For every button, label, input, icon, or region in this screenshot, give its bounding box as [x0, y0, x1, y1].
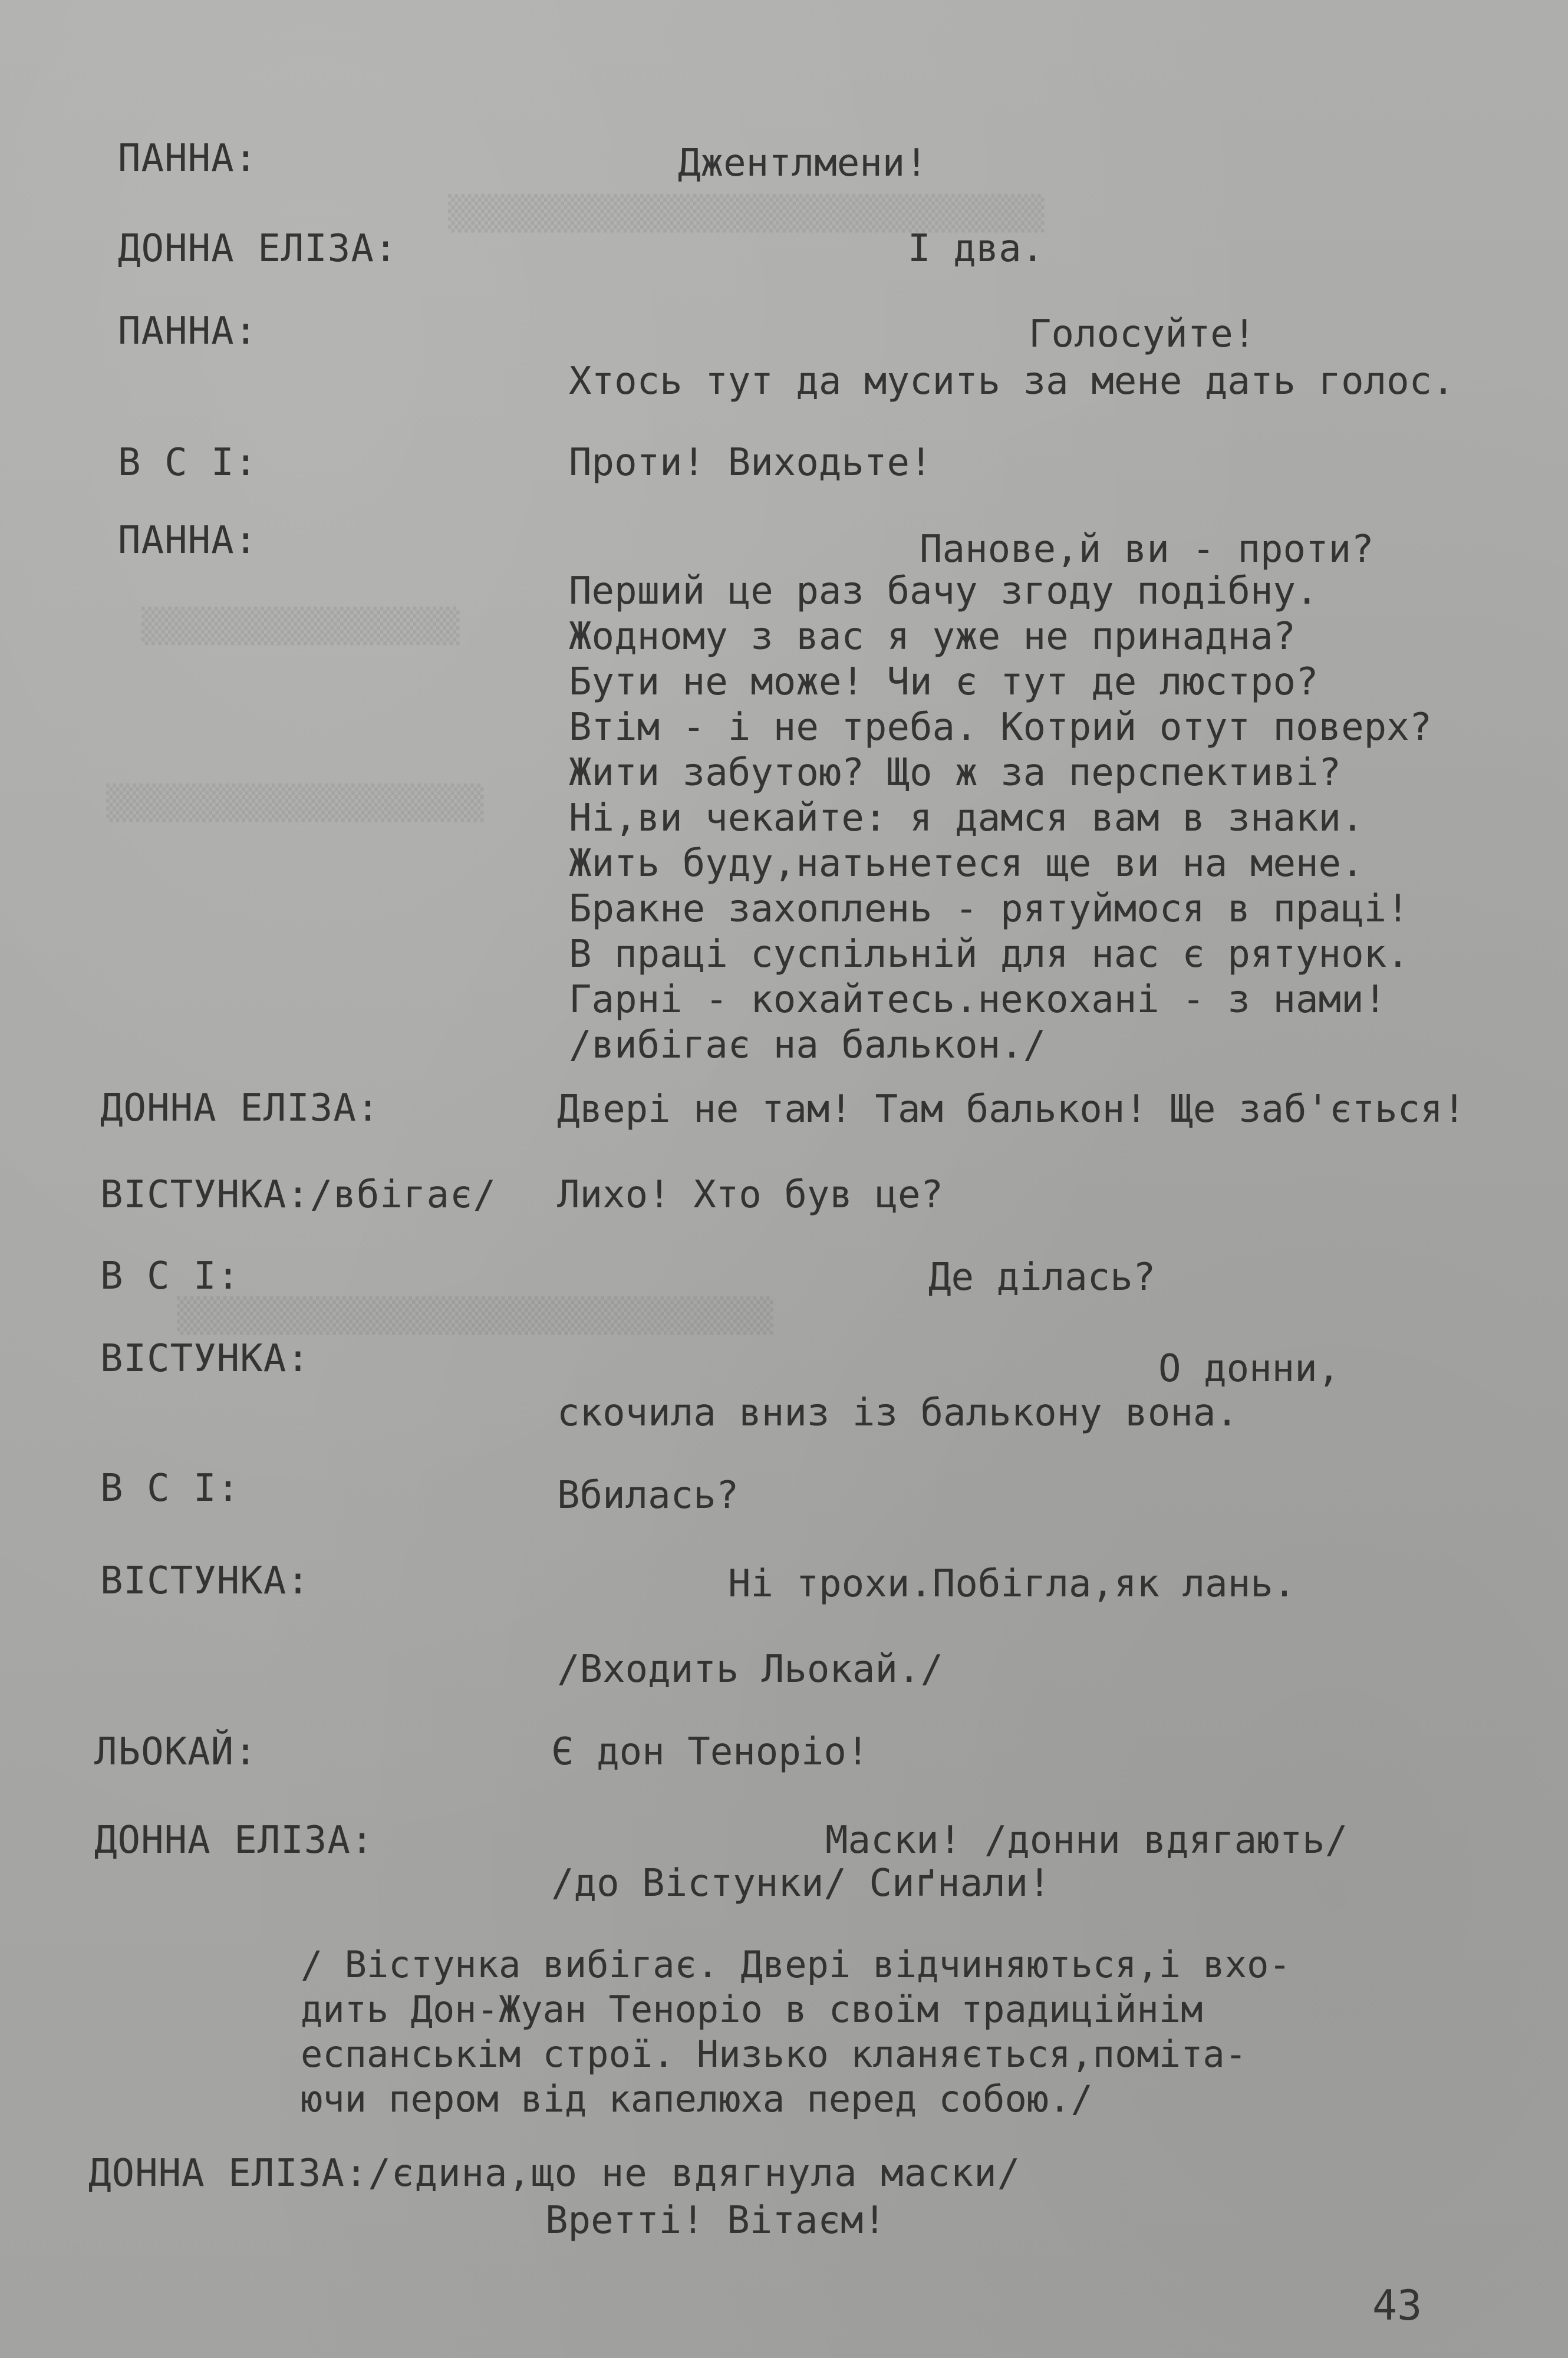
dialogue-line: Є дон Теноріо!: [551, 1730, 869, 1774]
dialogue-line: Вбилась?: [557, 1474, 739, 1517]
dialogue-line: Хтось тут да мусить за мене дать голос.: [569, 360, 1455, 403]
speaker-label: ВІСТУНКА:: [100, 1559, 310, 1603]
verse-line: Жити забутою? Що ж за перспективі?: [569, 751, 1342, 795]
dialogue-line: Голосуйте!: [1029, 312, 1256, 356]
verse-line: Втім - і не треба. Котрий отут поверх?: [569, 706, 1432, 749]
verse-line: Гарні - кохайтесь.некохані - з нами!: [569, 978, 1387, 1022]
dialogue-line: Лихо! Хто був це?: [557, 1173, 944, 1217]
stage-direction-line: / Вістунка вибігає. Двері відчиняються,і вхо-: [301, 1943, 1291, 1986]
speaker-label: ДОННА ЕЛІЗА:: [118, 227, 398, 271]
stage-direction-block: [301, 1942, 1291, 2122]
dialogue-line: /до Вістунки/ Сиґнали!: [551, 1862, 1051, 1905]
stage-direction-inline: /вибігає на балькон./: [569, 1023, 1046, 1067]
stage-direction-line: ючи пером від капелюха перед собою./: [301, 2077, 1093, 2120]
speaker-label: ПАННА:: [118, 137, 258, 180]
bleed-through-texture: ▒▒▒▒▒▒▒▒▒▒▒▒▒▒▒▒▒▒▒: [106, 784, 484, 822]
speaker-label: В С І:: [118, 441, 258, 485]
stage-direction-line: еспанськім строї. Низько кланяється,поміта-: [301, 2033, 1247, 2076]
dialogue-line: Ні трохи.Побігла,як лань.: [728, 1562, 1296, 1606]
dialogue-line: Вретті! Вітаєм!: [545, 2199, 886, 2242]
speaker-label: ВІСТУНКА:/вбігає/: [100, 1173, 497, 1217]
verse-line: Бути не може! Чи є тут де люстро?: [569, 660, 1319, 704]
speaker-label: ПАННА:: [118, 519, 258, 562]
verse-line: В праці суспільній для нас є рятунок.: [569, 933, 1409, 976]
verse-line: Жодному з вас я уже не принадна?: [569, 615, 1296, 658]
speaker-label: ПАННА:: [118, 309, 258, 353]
speaker-label: ЛЬОКАЙ:: [94, 1730, 258, 1774]
dialogue-line: Джентлмени!: [678, 141, 928, 185]
speaker-label: ВІСТУНКА:: [100, 1337, 310, 1381]
verse-line: Жить буду,натьнетеся ще ви на мене.: [569, 842, 1364, 885]
dialogue-line: І два.: [908, 227, 1045, 271]
dialogue-line: Де ділась?: [928, 1256, 1156, 1299]
verse-block: [569, 569, 1432, 1068]
speaker-label: В С І:: [100, 1467, 241, 1510]
speaker-label: ДОННА ЕЛІЗА:: [94, 1819, 374, 1862]
dialogue-line: Панове,й ви - проти?: [920, 528, 1374, 571]
dialogue-line: Двері не там! Там балькон! Ще заб'ється!: [557, 1088, 1466, 1131]
verse-line: Бракне захоплень - рятуймося в праці!: [569, 887, 1409, 931]
dialogue-line: Маски! /донни вдягають/: [825, 1819, 1348, 1862]
stage-direction-inline: /Входить Льокай./: [557, 1648, 944, 1691]
verse-line: Ні,ви чекайте: я дамся вам в знаки.: [569, 796, 1364, 840]
stage-direction-line: дить Дон-Жуан Теноріо в своїм традиційнім: [301, 1988, 1203, 2031]
speaker-label: ДОННА ЕЛІЗА:/єдина,що не вдягнула маски/: [88, 2152, 1021, 2195]
speaker-label: ДОННА ЕЛІЗА:: [100, 1086, 380, 1130]
bleed-through-texture: ▒▒▒▒▒▒▒▒▒▒▒▒▒▒▒▒: [141, 607, 460, 646]
page-number: 43: [1372, 2281, 1422, 2330]
dialogue-line: О донни,: [1158, 1347, 1340, 1391]
speaker-label: В С І:: [100, 1254, 241, 1298]
bleed-through-texture: ▒▒▒▒▒▒▒▒▒▒▒▒▒▒▒▒▒▒▒▒▒▒▒▒▒▒▒▒▒▒: [448, 195, 1045, 233]
bleed-through-texture: ▒▒▒▒▒▒▒▒▒▒▒▒▒▒▒▒▒▒▒▒▒▒▒▒▒▒▒▒▒▒: [177, 1297, 773, 1335]
verse-line: Перший це раз бачу згоду подібну.: [569, 569, 1319, 613]
dialogue-line: скочила вниз із бальконy вона.: [557, 1391, 1238, 1435]
dialogue-line: Проти! Виходьте!: [569, 441, 933, 485]
